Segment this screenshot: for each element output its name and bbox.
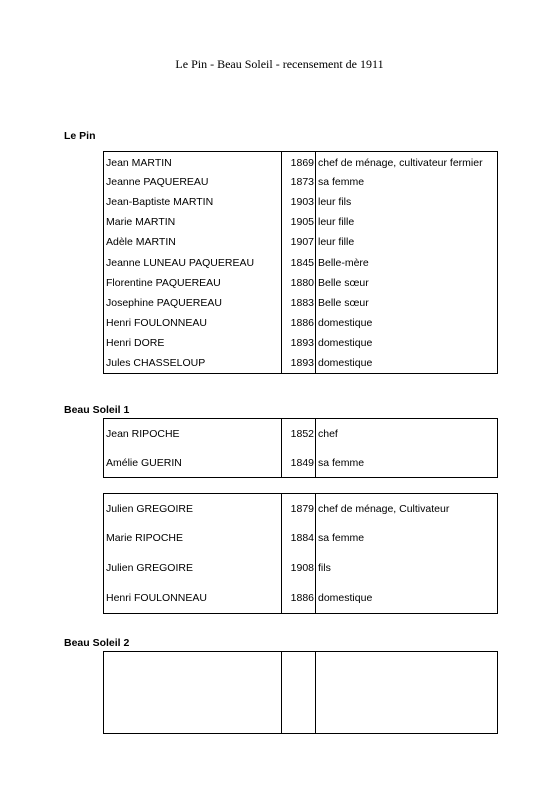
section-heading-beau-soleil-1: Beau Soleil 1	[64, 404, 130, 416]
year-cell: 1869	[282, 152, 316, 172]
name-cell: Jean RIPOCHE	[104, 419, 282, 449]
table-le-pin	[103, 151, 498, 374]
table-beau-soleil-1-household-2	[103, 493, 498, 614]
table-row	[104, 293, 498, 313]
year-cell: 1907	[282, 232, 316, 252]
role-cell	[316, 652, 498, 734]
document-title: Le Pin - Beau Soleil - recensement de 1911	[175, 57, 384, 71]
year-cell: 1879	[282, 494, 316, 524]
name-cell	[104, 652, 282, 734]
year-cell: 1893	[282, 333, 316, 353]
table-beau-soleil-1-household-1	[103, 418, 498, 478]
role-cell: sa femme	[318, 532, 365, 545]
name-cell: Florentine PAQUEREAU	[104, 273, 282, 293]
role-cell: fils	[318, 562, 331, 575]
year-cell: 1905	[282, 212, 316, 232]
role-cell: Belle-mère	[318, 256, 369, 269]
year-cell: 1880	[282, 273, 316, 293]
name-cell: Jules CHASSELOUP	[104, 353, 282, 373]
role-cell: domestique	[318, 591, 373, 604]
name-cell: Henri FOULONNEAU	[104, 583, 282, 613]
table-row	[104, 523, 498, 553]
year-cell: 1908	[282, 553, 316, 583]
name-cell: Jean-Baptiste MARTIN	[104, 192, 282, 212]
table-row	[104, 448, 498, 478]
role-cell: Belle sœur	[318, 296, 369, 309]
year-cell: 1886	[282, 313, 316, 333]
name-cell: Adèle MARTIN	[104, 232, 282, 252]
name-cell: Marie RIPOCHE	[104, 523, 282, 553]
year-cell: 1884	[282, 523, 316, 553]
role-cell: sa femme	[318, 456, 365, 469]
table-row	[104, 333, 498, 353]
table-row	[104, 583, 498, 613]
section-heading-le-pin: Le Pin	[64, 130, 96, 142]
year-cell: 1883	[282, 293, 316, 313]
name-cell: Jeanne PAQUEREAU	[104, 172, 282, 192]
year-cell: 1845	[282, 252, 316, 272]
year-cell: 1873	[282, 172, 316, 192]
name-cell: Jean MARTIN	[104, 152, 282, 172]
year-cell: 1849	[282, 448, 316, 478]
table-row	[104, 553, 498, 583]
role-cell: chef de ménage, cultivateur fermier	[318, 156, 483, 169]
name-cell: Julien GREGOIRE	[104, 553, 282, 583]
name-cell: Henri DORE	[104, 333, 282, 353]
year-cell: 1852	[282, 419, 316, 449]
name-cell: Henri FOULONNEAU	[104, 313, 282, 333]
section-heading-beau-soleil-2: Beau Soleil 2	[64, 637, 130, 649]
name-cell: Julien GREGOIRE	[104, 494, 282, 524]
role-cell: sa femme	[318, 175, 365, 188]
role-cell: leur fils	[318, 195, 352, 208]
table-row	[104, 172, 498, 192]
role-cell: domestique	[318, 337, 373, 350]
role-cell: leur fille	[318, 236, 355, 249]
role-cell: domestique	[318, 357, 373, 370]
role-cell: leur fille	[318, 216, 355, 229]
role-cell: Belle sœur	[318, 276, 369, 289]
role-cell: chef	[318, 427, 338, 440]
table-row	[104, 419, 498, 449]
table-row	[104, 273, 498, 293]
table-row	[104, 252, 498, 272]
table-row	[104, 494, 498, 524]
table-beau-soleil-2	[103, 651, 498, 734]
table-row	[104, 232, 498, 252]
table-row	[104, 152, 498, 172]
table-row	[104, 212, 498, 232]
name-cell: Marie MARTIN	[104, 212, 282, 232]
year-cell	[282, 652, 316, 734]
role-cell: chef de ménage, Cultivateur	[318, 502, 450, 515]
table-row	[104, 353, 498, 373]
table-row	[104, 313, 498, 333]
name-cell: Amélie GUERIN	[104, 448, 282, 478]
year-cell: 1886	[282, 583, 316, 613]
year-cell: 1903	[282, 192, 316, 212]
table-row	[104, 192, 498, 212]
name-cell: Jeanne LUNEAU PAQUEREAU	[104, 252, 282, 272]
year-cell: 1893	[282, 353, 316, 373]
name-cell: Josephine PAQUEREAU	[104, 293, 282, 313]
table-row-empty	[104, 652, 498, 734]
role-cell: domestique	[318, 317, 373, 330]
